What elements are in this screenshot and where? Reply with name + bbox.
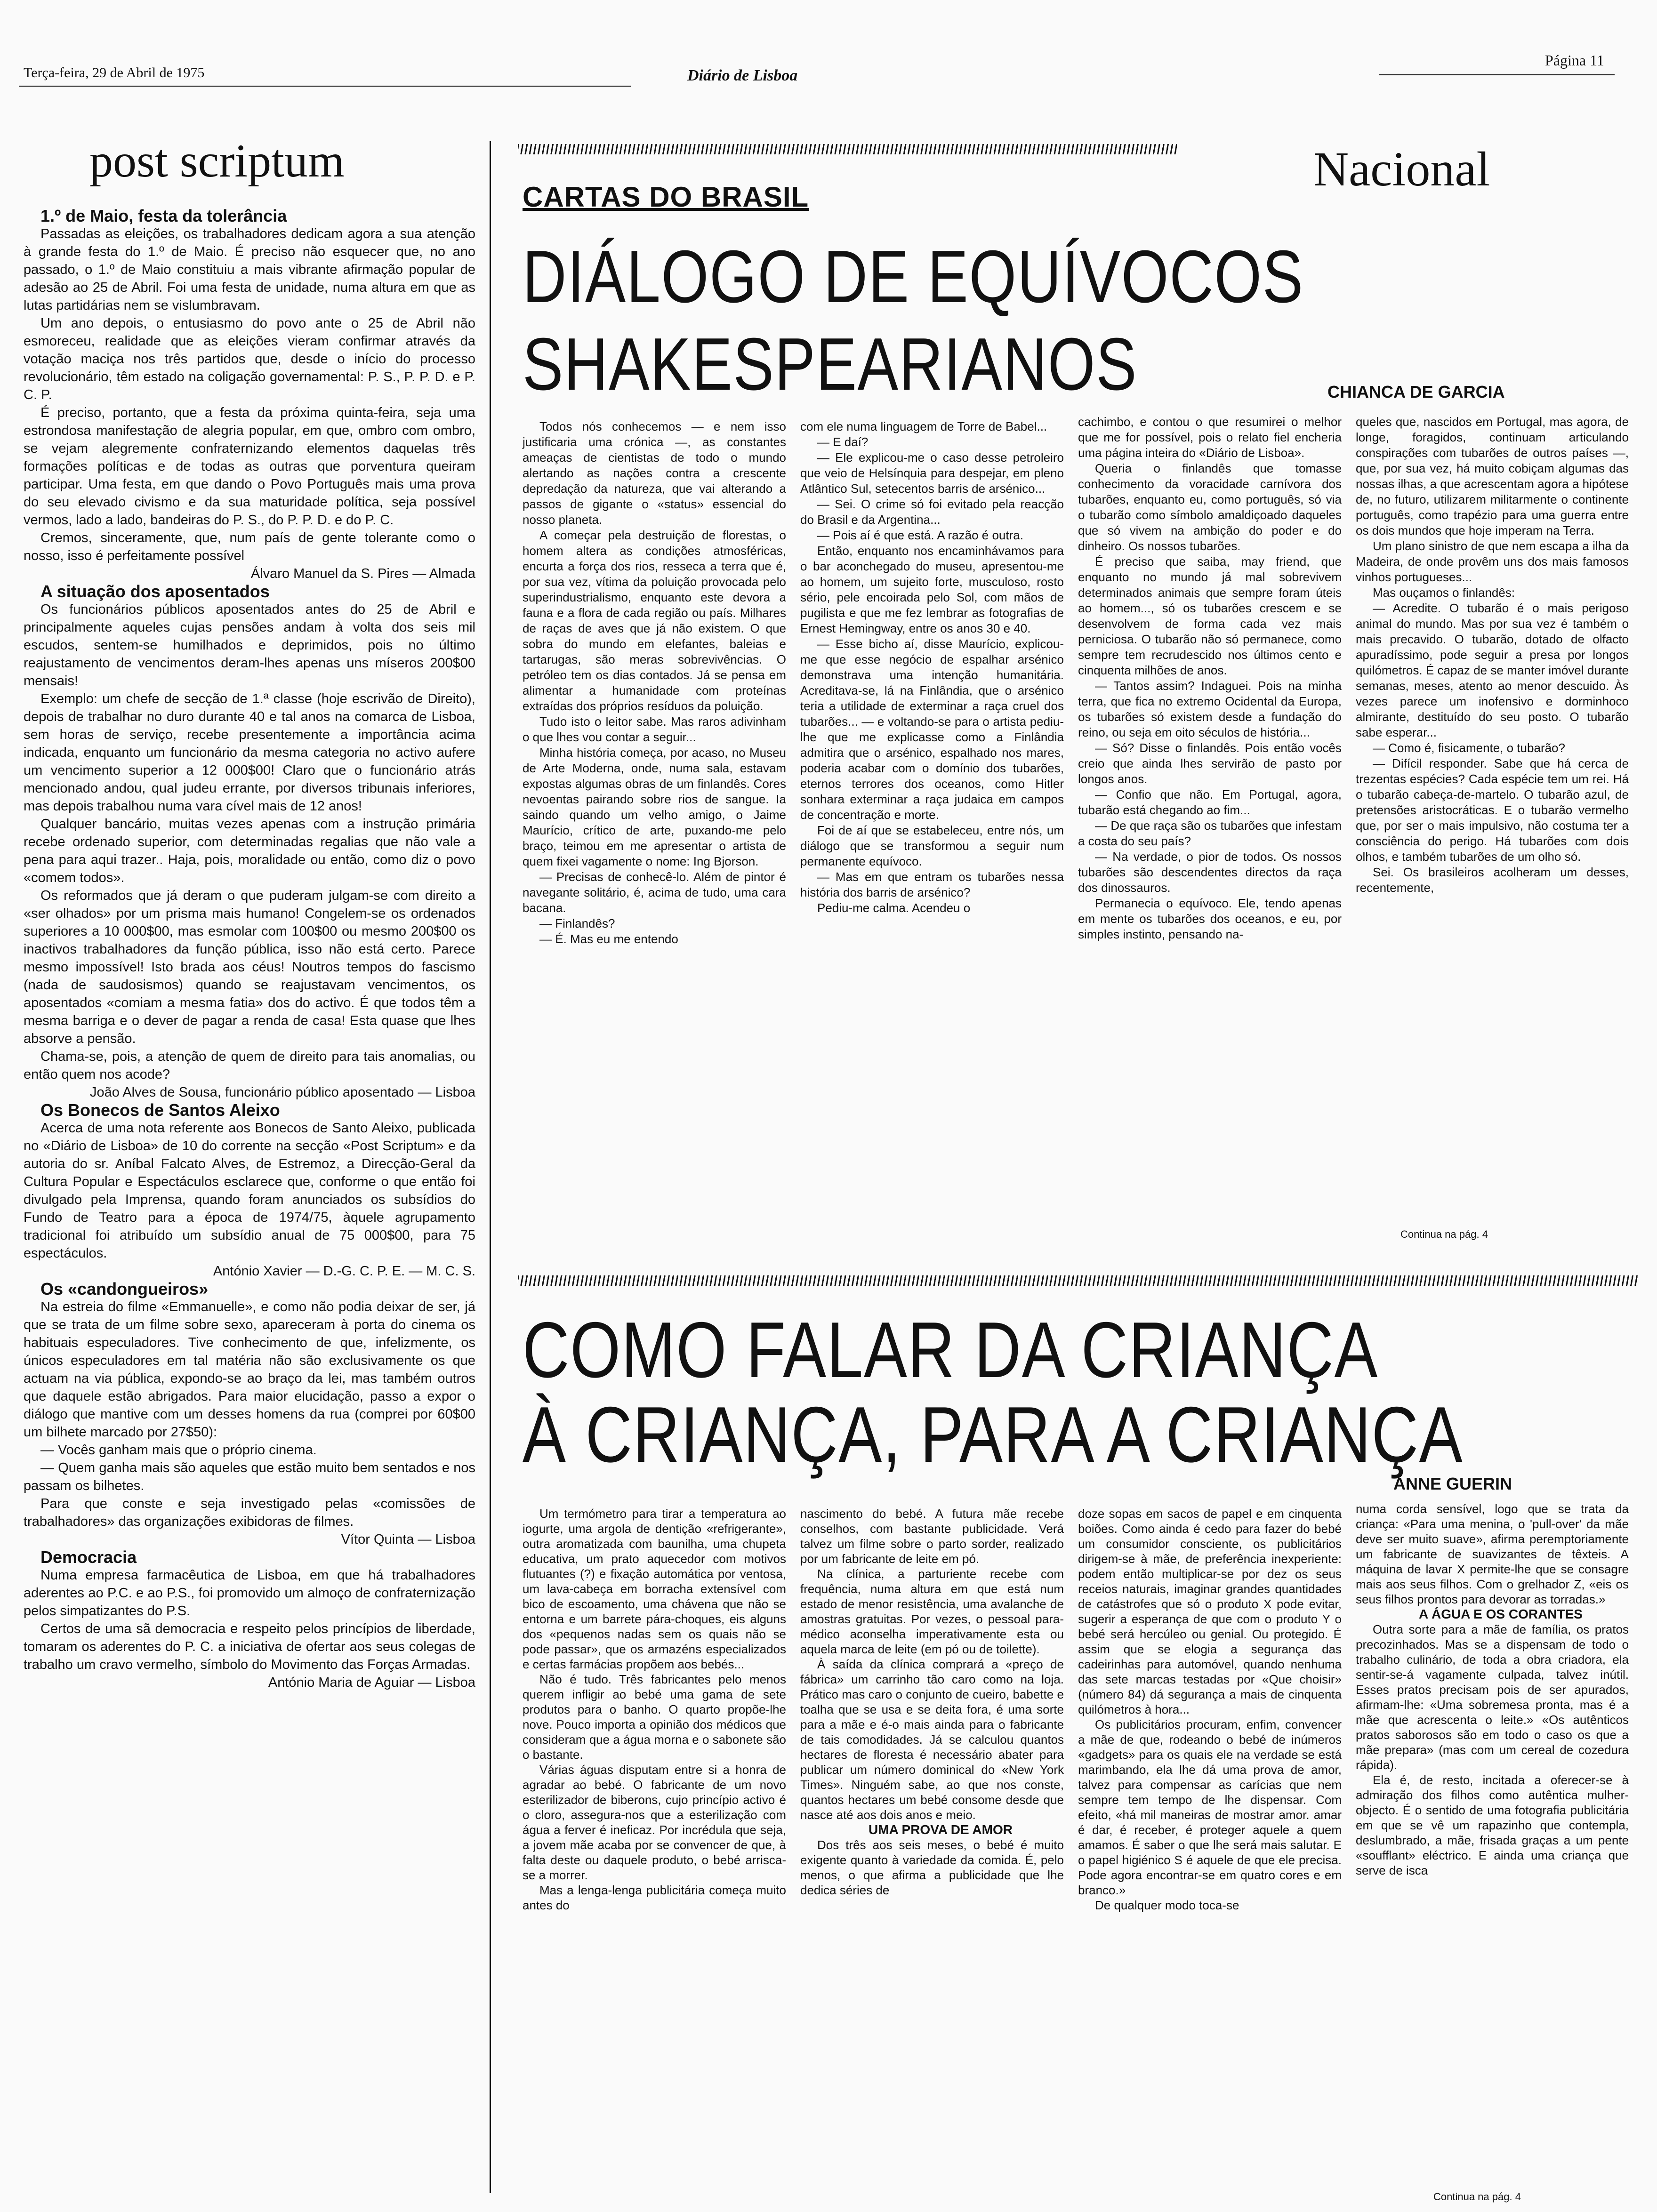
paragraph: — Na verdade, o pior de todos. Os nossos tubarões são descendentes directos da raça dos dinossauros.	[1078, 850, 1342, 895]
paragraph: Foi de aí que se estabeleceu, entre nós, um diálogo que se transformou a seguir num permanente equívoco.	[800, 823, 1064, 868]
paragraph: Qualquer bancário, muitas vezes apenas com a instrução primária recebe ordenado superior, com determinadas regalias que não vale a pena para aqui trazer.. Haja, pois, moralidade ou então, como diz o povo «comem todos».	[24, 817, 475, 885]
article-column	[800, 1506, 1064, 1898]
paragraph: — Tantos assim? Indaguei. Pois na minha terra, que fica no extremo Ocidental da Europa, os tubarões só existem desde a fundação do reino, ou seja em oito séculos de história...	[1078, 679, 1342, 739]
paragraph: Os reformados que já deram o que puderam julgam-se com direito a «ser olhados» por um prisma mais humano! Congelem-se os ordenados superiores a 10 000$00, mas esmolar com 100$00 ou mesmo 200$00 os inactivos trabalhadores da função pública, isso não está certo. Parece mesmo impossível! Isto brada aos céus! Noutros tempos do fascismo (nada de saudosismos) quando se reajustavam vencimentos, os aposentados «comiam a mesma fatia» dos do activo. É que todos têm a mesma barriga e o dever de pagar a renda de casa! Esta quase que lhes absorve a pensão.	[24, 888, 475, 1046]
signature: Álvaro Manuel da S. Pires — Almada	[250, 566, 475, 581]
paragraph: Os funcionários públicos aposentados antes do 25 de Abril e principalmente aqueles cujas pensões andam à volta dos seis mil escudos, sentem-se humilhados e deprimidos, pois no último reajustamento de vencimentos deram-lhes apenas uns míseros 200$00 mensais!	[24, 602, 475, 689]
paragraph: De qualquer modo toca-se	[1095, 1898, 1239, 1912]
paragraph: Na estreia do filme «Emmanuelle», e como não podia deixar de ser, já que se trata de um filme sobre sexo, apareceram à porta do cinema os habituais especuladores. Tive conhecimento de que, infelizmente, os únicos especuladores em tal matéria não são exclusivamente os que actuam na via pública, expondo-se ao braço da lei, mas também outros que daquele estão abrigados. Para maior elucidação, passo a expor o diálogo que mantive com um desses homens da rua (comprei por 60$00 um bilhete marcado por 27$50):	[24, 1299, 475, 1440]
article-column	[800, 419, 1064, 916]
paragraph: — Difícil responder. Sabe que há cerca de trezentas espécies? Cada espécie tem um rei. Há o tubarão cabeça-de-martelo. O tubarão azul, de pretensões aristocráticas. E o tubarão vermelho que, por ser o mais impulsivo, não costuma ter a consciência do perigo. Há tubarões com dois olhos, e também tubarões de um olho só.	[1356, 756, 1629, 864]
paragraph: Várias águas disputam entre si a honra de agradar ao bebé. O fabricante de um novo esterilizador de biberons, cujo princípio activo é o cloro, assegura-nos que a esterilização com água a ferver é ineficaz. Por incrédula que seja, a jovem mãe acaba por se convencer de que, à falta deste ou daquele produto, o bebé arrisca-se a morrer.	[523, 1763, 786, 1882]
paragraph: Pediu-me calma. Acendeu o	[817, 901, 971, 915]
paragraph: Exemplo: um chefe de secção de 1.ª classe (hoje escrivão de Direito), depois de trabalhar no duro durante 40 e tal anos na comarca de Lisboa, sem horas de serviço, recebe presentemente a importância acima indicada, enquanto um funcionário da mesma categoria no activo aufere um vencimento superior a 12 000$00! Claro que o funcionário atrás mencionado andou, qual judeu errante, por diversos tribunais inferiores, mas depois trabalhou numa vara cível mais de 12 anos!	[24, 691, 475, 814]
section-title: Os «candongueiros»	[40, 1279, 209, 1298]
paragraph: Permanecia o equívoco. Ele, tendo apenas em mente os tubarões dos oceanos, e eu, por simples instinto, pensando na-	[1078, 896, 1342, 941]
header-rule-left	[19, 86, 631, 87]
hatch-rule	[518, 1275, 1638, 1286]
paragraph: Acerca de uma nota referente aos Bonecos de Santo Aleixo, publicada no «Diário de Lisboa» de 10 do corrente na secção «Post Scriptum» e da autoria do sr. Aníbal Falcato Alves, de Estremoz, a Direcção-Geral da Cultura Popular e Espectáculos esclarece que, conforme o que então foi divulgado pela Imprensa, quando foram anunciados os subsídios do Fundo de Teatro para a época de 1974/75, àquele agrupamento tradicional foi atribuído um subsídio anual de 75 000$00, para 75 espectáculos.	[24, 1121, 475, 1261]
paragraph: — Pois aí é que está. A razão é outra.	[817, 528, 1023, 542]
paragraph: com ele numa linguagem de Torre de Babel...	[800, 419, 1047, 433]
paragraph: Um ano depois, o entusiasmo do povo ante o 25 de Abril não esmoreceu, realidade que as eleições vieram confirmar através da votação maciça nos três partidos que, desde o início do processo revolucionário, têm estado na coligação governamental: P. S., P. P. D. e P. C. P.	[24, 316, 475, 402]
article-byline: ANNE GUERIN	[1393, 1474, 1512, 1493]
paragraph: Certos de uma sã democracia e respeito pelos princípios de liberdade, tomaram os aderentes do P. C. a iniciativa de ofertar aos seus colegas de trabalho um cravo vermelho, símbolo do Movimento das Forças Armadas.	[24, 1621, 475, 1672]
paragraph: — Vocês ganham mais que o próprio cinema.	[40, 1443, 317, 1458]
article-headline-line2: SHAKESPEARIANOS	[523, 323, 1138, 406]
paragraph: — Quem ganha mais são aqueles que estão muito bem sentados e nos passam os bilhetes.	[24, 1460, 475, 1493]
paragraph: numa corda sensível, logo que se trata da criança: «Para uma menina, o 'pull-over' da mãe deve ser muito suave», afirma peremptoriamente um fabricante de suavizantes de têxteis. A máquina de lavar X permite-lhe que se consagre mais aos seus filhos. Com o grelhador Z, «eis os seus filhos prontos para devorar as torradas.»	[1356, 1502, 1629, 1606]
paragraph: É preciso, portanto, que a festa da próxima quinta-feira, seja uma estrondosa manifestação de alegria popular, em que, ombro com ombro, se vejam alegremente confraternizando elementos daquelas três formações políticas e de todas as outras que porventura queiram participar. Uma festa, em que dando o Povo Português mais uma prova do seu elevado civismo e da sua maturidade política, seja possível vermos, lado a lado, bandeiras do P. S., do P. P. D. e do P. C.	[24, 405, 475, 528]
article-column	[1078, 414, 1342, 942]
article-column	[1356, 414, 1629, 896]
paragraph: Dos três aos seis meses, o bebé é muito exigente quanto à variedade da comida. É, pelo menos, o que afirma a publicidade que lhe dedica séries de	[800, 1838, 1064, 1897]
paragraph: Mas a lenga-lenga publicitária começa muito antes do	[523, 1883, 786, 1912]
paragraph: — De que raça são os tubarões que infestam a costa do seu país?	[1078, 818, 1342, 848]
subheading: UMA PROVA DE AMOR	[869, 1822, 1013, 1837]
subheading: A ÁGUA E OS CORANTES	[1419, 1607, 1583, 1621]
paragraph: Então, enquanto nos encaminhávamos para o bar aconchegado do museu, apresentou-me ao homem, um sujeito forte, musculoso, rosto sério, pele encoirada pelo Sol, com mãos de pugilista e que me fez lembrar as fotografias de Ernest Hemingway, entre os anos 30 e 40.	[800, 544, 1064, 635]
article-headline-line1: COMO FALAR DA CRIANÇA	[523, 1306, 1378, 1394]
paragraph: Para que conste e seja investigado pelas «comissões de trabalhadores» das organizações exibidoras de filmes.	[24, 1496, 475, 1529]
paragraph: Cremos, sinceramente, que, num país de gente tolerante como o nosso, isso é perfeitamente possível	[24, 530, 475, 563]
signature: António Maria de Aguiar — Lisboa	[268, 1675, 475, 1690]
paragraph: — Como é, fisicamente, o tubarão?	[1373, 741, 1565, 755]
paragraph: queles que, nascidos em Portugal, mas agora, de longe, foragidos, continuam articulando conspirações com tubarões de outros países —, que, por sua vez, há muito cobiçam algumas das nossas ilhas, a que acrescentam agora a hipótese de, no futuro, utilizarem militarmente o continente português, como trapézio para uma guerra entre os dois mundos que hoje imperam na Terra.	[1356, 415, 1629, 537]
paragraph: Passadas as eleições, os trabalhadores dedicam agora a sua atenção à grande festa do 1.º de Maio. É preciso não esquecer que, no ano passado, o 1.º de Maio constituiu a mais vibrante afirmação popular de adesão ao 25 de Abril. Foi uma festa de unidade, numa altura em que as lutas partidárias nem se vislumbravam.	[24, 226, 475, 313]
header-rule-right	[1379, 74, 1615, 75]
paragraph: — Só? Disse o finlandês. Pois então vocês creio que ainda lhes servirão de pasto por longos anos.	[1078, 741, 1342, 786]
paragraph: Tudo isto o leitor sabe. Mas raros adivinham o que lhes vou contar a seguir...	[523, 714, 786, 744]
paragraph: Ela é, de resto, incitada a oferecer-se à admiração dos filhos como autêntica mulher-objecto. É o sentido de uma fotografia publicitária em que se vê um rapazinho que contempla, deslumbrado, a mãe, frisada graças a um pente «soufflant» eléctrico. E ainda uma criança que serve de isca	[1356, 1773, 1629, 1877]
section-title: Democracia	[40, 1547, 137, 1567]
paragraph: À saída da clínica comprará a «preço de fábrica» um carrinho tão caro como na loja. Prático mas caro o conjunto de cueiro, babette e toalha que se usa e se deita fora, é uma sorte para a mãe e é-o mais ainda para o fabricante de tais comodidades. Já se calculou quantos hectares de floresta é necessário abater para publicar um número dominical do «New York Times». Ninguém sabe, ao que nos conste, quantos hectares um bebé consome desde que nasce até aos dois anos e meio.	[800, 1657, 1064, 1822]
article-column	[1356, 1501, 1629, 1878]
article-headline-line2: À CRIANÇA, PARA A CRIANÇA	[523, 1390, 1464, 1479]
continued-note: Continua na pág. 4	[1400, 1228, 1488, 1240]
article-column	[523, 419, 786, 947]
paragraph: doze sopas em sacos de papel e em cinquenta boiões. Como ainda é cedo para fazer do bebé um consumidor consciente, os publicitários dirigem-se à mãe, de preferência inexperiente: podem então multiplicar-se por dez os seus receios naturais, imaginar grandes quantidades de catástrofes que só o produto X pode evitar, sugerir a esperança de que com o produto Y o bebé será hercúleo ou genial. Ou protegido. É assim que se elogia a segurança das cadeirinhas para automóvel, quando nenhuma das sete marcas testadas por «Que choisir» (número 84) dá segurança a mais de cinquenta quilómetros à hora...	[1078, 1507, 1342, 1716]
paragraph: Outra sorte para a mãe de família, os pratos precozinhados. Mas se a dispensam de todo o trabalho culinário, de toda a obra criadora, ela sentir-se-á vagamente culpada, talvez inútil. Esses pratos precisam pois de ser apurados, afirmam-lhe: «Uma sobremesa pronta, mas é a mãe que acrescenta o leite.» «Os autênticos pratos saborosos são em todo o caso os que a mãe prepara» (mas com um cereal de cozedura rápida).	[1356, 1622, 1629, 1772]
hatch-rule	[518, 144, 1177, 154]
paragraph: — E daí?	[817, 435, 869, 449]
paragraph: A começar pela destruição de florestas, o homem altera as condições atmosféricas, encurta a força dos rios, resseca a terra que é, por sua vez, vítima da poluição provocada pelo superindustrialismo, enquanto este devora a fauna e a flora de cada região ou país. Milhares de raças de aves que já não existem. O que sobra do mundo em elefantes, baleias e tartarugas, são meras sobrevivências. O petróleo tem os dias contados. Já se pensa em alimentar a humanidade com proteínas extraídas dos próprios resíduos da poluição.	[523, 528, 786, 713]
paragraph: nascimento do bebé. A futura mãe recebe conselhos, com bastante publicidade. Verá talvez um filme sobre o parto sorder, realizado por um fabricante de leite em pó.	[800, 1507, 1064, 1566]
paragraph: — Mas em que entram os tubarões nessa história dos barris de arsénico?	[800, 870, 1064, 899]
paragraph: Todos nós conhecemos — e nem isso justificaria uma crónica —, as constantes ameaças de cientistas de todo o mundo alertando as nações contra a crescente depredação da natureza, que vai alterando a passos de gigante o «status» essencial do nosso planeta.	[523, 419, 786, 527]
signature: João Alves de Sousa, funcionário público aposentado — Lisboa	[89, 1085, 475, 1100]
paragraph: — Finlandês?	[539, 916, 615, 930]
post-scriptum-title: post scriptum	[89, 135, 345, 187]
paragraph: — Ele explicou-me o caso desse petroleiro que veio de Helsínquia para despejar, em pleno Atlântico Sul, setecentos barris de arsénico...	[800, 450, 1064, 496]
paragraph: Um termómetro para tirar a temperatura ao iogurte, uma argola de dentição «refrigerante», outra aromatizada com baunilha, uma chupeta educativa, um prato aquecedor com motivos flutuantes (?) e fixação automática por ventosa, um lava-cabeça em borracha extensível com bico de escoamento, uma chávena que não se entorna e um barrete pára-choques, eis alguns dos «pequenos nadas sem os quais não se pode passar», que os armazéns especializados e certas farmácias propõem aos bebés...	[523, 1507, 786, 1671]
paragraph: Um plano sinistro de que nem escapa a ilha da Madeira, de onde provêm uns dos mais famosos vinhos portugueses...	[1356, 539, 1629, 584]
article-column	[523, 1506, 786, 1913]
section-nacional-title: Nacional	[1313, 142, 1490, 196]
signature: António Xavier — D.-G. C. P. E. — M. C. S.	[213, 1264, 475, 1279]
paragraph: — Esse bicho aí, disse Maurício, explicou-me que esse negócio de espalhar arsénico demonstrava uma intenção humanitária. Acreditava-se, lá na Finlândia, que o arsénico teria a utilidade de exterminar a raça cruel dos tubarões... — e voltando-se para o artista pediu-lhe que me explicasse como a Finlândia admitira que o arsénico, espalhado nos mares, poderia acabar com o domínio dos tubarões, eternos terrores dos oceanos, como Hitler sonhara exterminar a raça judaica em campos de concentração e morte.	[800, 637, 1064, 822]
article-byline: CHIANCA DE GARCIA	[1327, 382, 1505, 401]
paragraph: — Sei. O crime só foi evitado pela reacção do Brasil e da Argentina...	[800, 497, 1064, 527]
paragraph: Minha história começa, por acaso, no Museu de Arte Moderna, onde, numa sala, estavam expostas algumas obras de um finlandês. Cores nevoentas pairando sobre rios de sangue. Ia saindo quando um velho amigo, o Jaime Maurício, crítico de arte, puxando-me pelo braço, teimou em me apresentar o artista de quem fixei vagamente o nome: Ing Bjorson.	[523, 745, 786, 868]
section-title: Os Bonecos de Santos Aleixo	[40, 1100, 280, 1120]
paragraph: cachimbo, e contou o que resumirei o melhor que me for possível, pois o relato fiel encheria uma página inteira do «Diário de Lisboa».	[1078, 415, 1342, 460]
paragraph: Não é tudo. Três fabricantes pelo menos querem infligir ao bebé uma gama de sete produtos para o banho. O quarto propõe-lhe nove. Pouco importa a opinião dos médicos que consideram que a água morna e o sabonete são o bastante.	[523, 1672, 786, 1762]
paragraph: — Precisas de conhecê-lo. Além de pintor é navegante solitário, é, acima de tudo, uma cara bacana.	[523, 870, 786, 915]
paragraph: — É. Mas eu me entendo	[539, 932, 678, 946]
paragraph: Os publicitários procuram, enfim, convencer a mãe de que, rodeando o bebé de inúmeros «gadgets» para os quais ele na verdade se está marimbando, ela lhe dá uma prova de amor, talvez para compensar as carícias que nem sempre tem tempo de lhe dispensar. Com efeito, «há mil maneiras de mostrar amor. amar é dar, é receber, é proteger aquele a quem amamos. É saber o que lhe será mais salutar. E o papel higiénico S é aquele de que ele precisa. Pode agora encontrar-se em quatro cores e em branco.»	[1078, 1717, 1342, 1897]
paper-name: Diário de Lisboa	[687, 67, 798, 84]
paragraph: Sei. Os brasileiros acolheram um desses, recentemente,	[1356, 865, 1629, 895]
paragraph: Mas ouçamos o finlandês:	[1373, 585, 1515, 600]
section-title: A situação dos aposentados	[40, 582, 270, 601]
column-divider	[490, 141, 491, 2193]
paragraph: — Confio que não. Em Portugal, agora, tubarão está chegando ao fim...	[1078, 787, 1342, 817]
signature: Vítor Quinta — Lisboa	[341, 1532, 475, 1547]
paragraph: Numa empresa farmacêutica de Lisboa, em que há trabalhadores aderentes ao P.C. e ao P.S., foi promovido um almoço de confraternização pelos simpatizantes do P.S.	[24, 1568, 475, 1619]
section-title: 1.º de Maio, festa da tolerância	[40, 206, 287, 225]
article-headline-line1: DIÁLOGO DE EQUÍVOCOS	[523, 235, 1304, 318]
page-date: Terça-feira, 29 de Abril de 1975	[24, 65, 205, 80]
paragraph: — Acredite. O tubarão é o mais perigoso animal do mundo. Mas por sua vez é também o mais precavido. O tubarão, dotado de olfacto apuradíssimo, pode seguir a presa por longos quilómetros. É capaz de se manter imóvel durante semanas, meses, atento ao menor descuido. Às vezes parece um inofensivo e dorminhoco almirante, destituído do seu posto. O tubarão sabe esperar...	[1356, 601, 1629, 739]
continued-note: Continua na pág. 4	[1433, 2191, 1521, 2203]
post-scriptum-column	[24, 207, 475, 1691]
paragraph: Chama-se, pois, a atenção de quem de direito para tais anomalias, ou então quem nos acode?	[24, 1049, 475, 1082]
article-kicker: CARTAS DO BRASIL	[523, 181, 809, 213]
paragraph: É preciso que saiba, may friend, que enquanto no mundo já mal sobrevivem determinados animais que sempre foram úteis ao homem..., só os tubarões crescem e se desenvolvem de forma cada vez mais perniciosa. O tubarão não só permanece, como sempre tem recrudescido nos últimos cento e cinquenta milhões de anos.	[1078, 554, 1342, 677]
paragraph: Queria o finlandês que tomasse conhecimento da voracidade carnívora dos tubarões, enquanto eu, como português, só via o tubarão como símbolo amaldiçoado daqueles que só vivem na ambição do poder e do dinheiro. Os nossos tubarões.	[1078, 461, 1342, 553]
page-number: Página 11	[1545, 52, 1604, 69]
article-column	[1078, 1506, 1342, 1913]
paragraph: Na clínica, a parturiente recebe com frequência, numa altura em que está num estado de menor resistência, uma avalanche de amostras gratuitas. Por vezes, o pessoal para-médico aconselha imperativamente esta ou aquela marca de leite (em pó ou de toilette).	[800, 1567, 1064, 1656]
